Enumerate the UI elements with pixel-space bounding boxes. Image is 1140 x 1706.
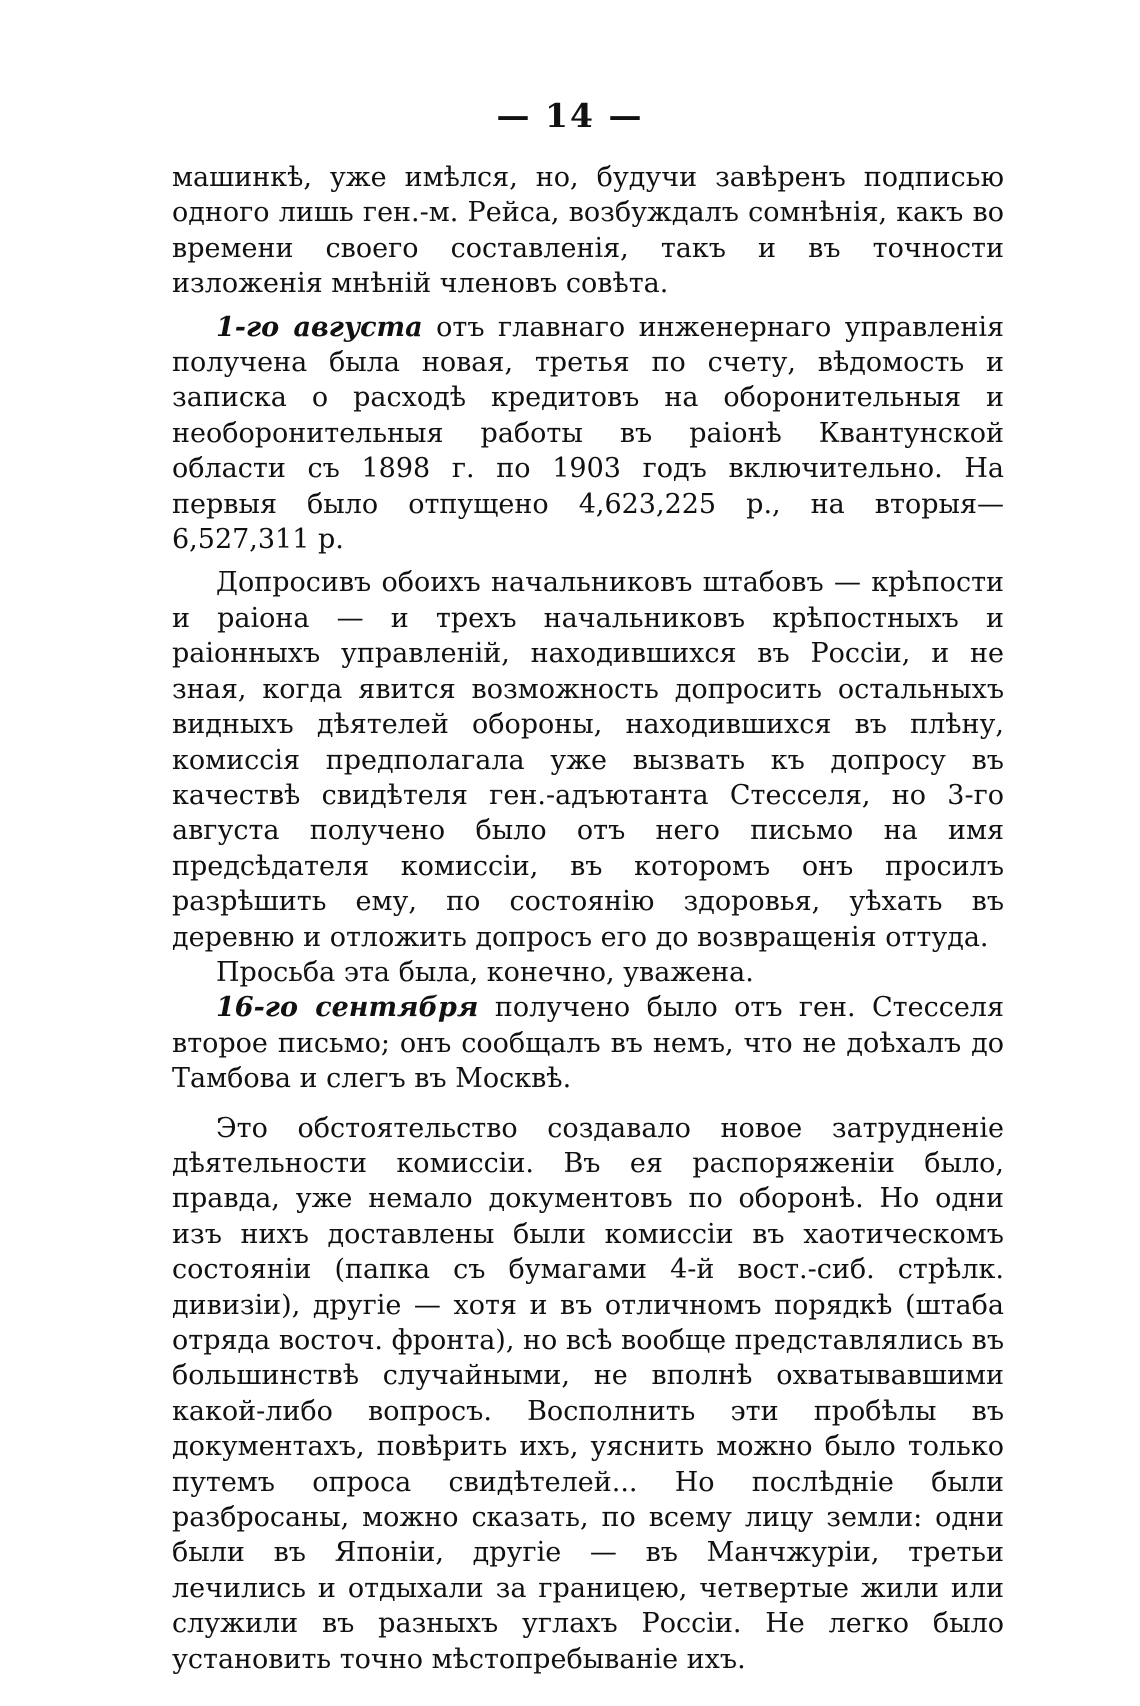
paragraph-text: получено было отъ ген. Стесселя второе письмо; онъ сообщалъ въ немъ, что не доѣхалъ до Тамбова и слегъ въ Москвѣ. xyxy=(172,992,1004,1095)
paragraph-september-16 xyxy=(172,990,1004,1096)
paragraph-interrogation xyxy=(172,565,1004,954)
paragraph-text: Допросивъ обоихъ начальниковъ штабовъ — крѣпости и раіона — и трехъ начальниковъ крѣпостныхъ и раіонныхъ управленій, находившихся въ Россіи, и не зная, когда явится возможность допросить остальныхъ видныхъ дѣятелей обороны, находившихся въ плѣну, комиссія предполагала уже вызвать къ допросу въ качествѣ свидѣтеля ген.-адъютанта Стесселя, но 3-го августа получено было отъ него письмо на имя предсѣдателя комиссіи, въ которомъ онъ просилъ разрѣшить ему, по состоянію здоровья, уѣхать въ деревню и отложить допросъ его до возвращенія оттуда. xyxy=(172,567,1004,953)
paragraph-text: машинкѣ, уже имѣлся, но, будучи завѣренъ подписью одного лишь ген.-м. Рейса, возбуждалъ сомнѣнія, какъ во времени своего составленія, такъ и въ точности изложенія мнѣній членовъ совѣта. xyxy=(172,162,1004,300)
paragraph-date: 1-го августа xyxy=(216,311,423,343)
paragraph-august-1 xyxy=(172,310,1004,558)
paragraph-date: 16-го сентября xyxy=(216,992,479,1024)
paragraph-difficulty xyxy=(172,1111,1004,1678)
paragraph-text: отъ главнаго инженернаго управленія получена была новая, третья по счету, вѣдомость и записка о расходѣ кредитовъ на оборонительныя и необоронительныя работы въ раіонѣ Квантунской области съ 1898 г. по 1903 годъ включительно. На первыя было отпущено 4,623,225 р., на вторыя—6,527,311 р. xyxy=(172,311,1005,556)
paragraph-text: Просьба эта была, конечно, уважена. xyxy=(216,956,754,988)
page-number: — 14 — xyxy=(496,96,644,135)
page-body xyxy=(172,160,1004,1677)
paragraph-text: Это обстоятельство создавало новое затрудненіе дѣятельности комиссіи. Въ ея распоряженіи было, правда, уже немало документовъ по оборонѣ. Но одни изъ нихъ доставлены были комиссіи въ хаотическомъ состояніи (папка съ бумагами 4-й вост.-сиб. стрѣлк. дивизіи), другіе — хотя и въ отличномъ порядкѣ (штаба отряда восточ. фронта), но всѣ вообще представлялись въ большинствѣ случайными, не вполнѣ охватывавшими какой-либо вопросъ. Восполнить эти пробѣлы въ документахъ, повѣрить ихъ, уяснить можно было только путемъ опроса свидѣтелей... Но послѣдніе были разбросаны, можно сказать, по всему лицу земли: одни были въ Японіи, другіе — въ Манчжуріи, третьи лечились и отдыхали за границею, четвертые жили или служили въ разныхъ углахъ Россіи. Не легко было установить точно мѣстопребываніе ихъ. xyxy=(172,1112,1005,1675)
paragraph-continuation xyxy=(172,160,1004,302)
paragraph-request xyxy=(172,955,1004,990)
